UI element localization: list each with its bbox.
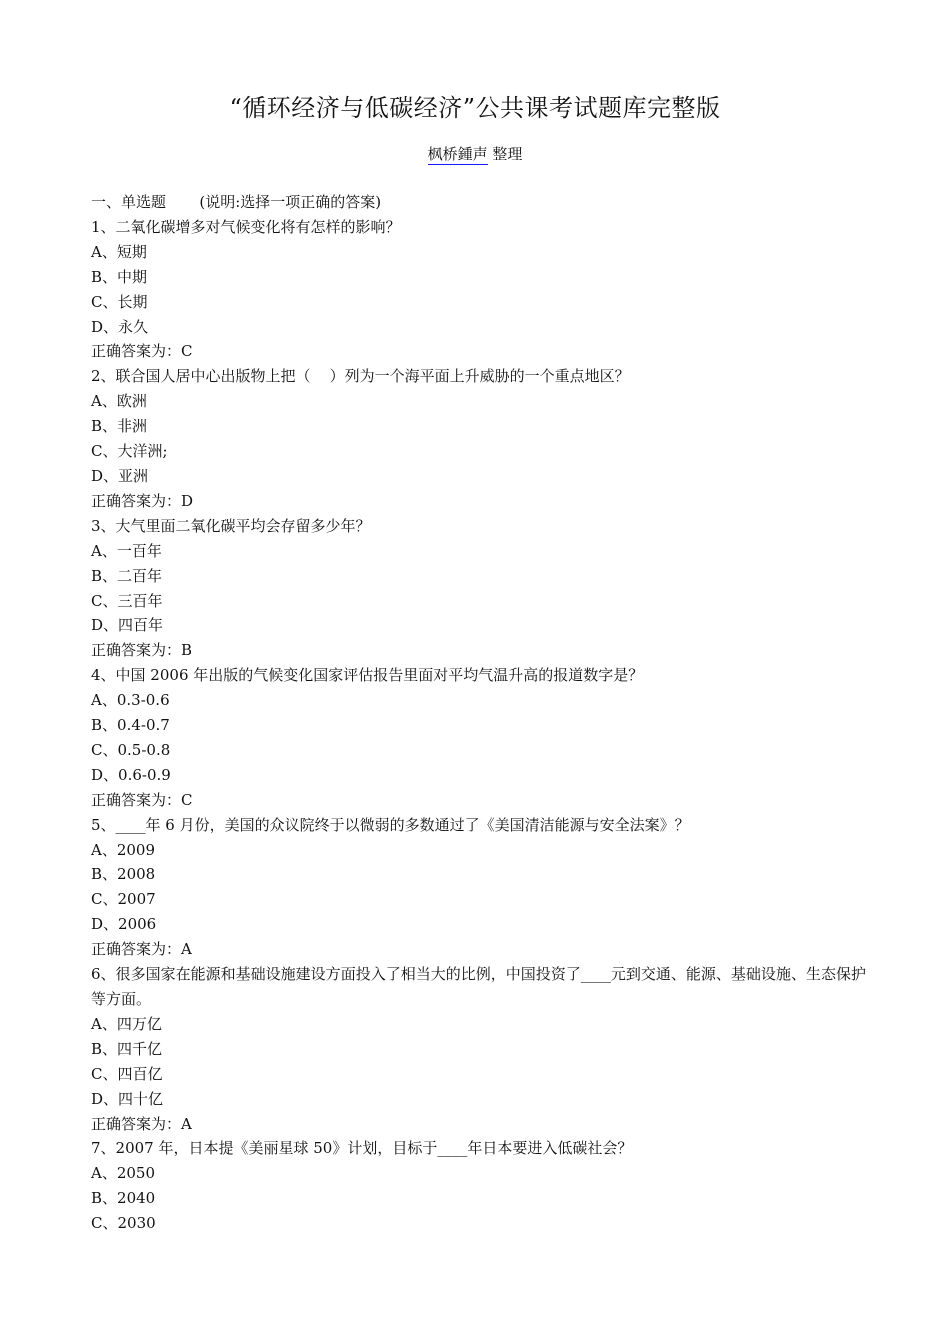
option-c: C、四百亿 bbox=[91, 1064, 163, 1083]
question-text: 5、____年 6 月份，美国的众议院终于以微弱的多数通过了《美国清洁能源与安全法案》？ bbox=[91, 815, 690, 834]
option-b: B、中期 bbox=[91, 267, 148, 286]
section-heading: 一、单选题 (说明:选择一项正确的答案) bbox=[91, 193, 382, 211]
question-text: 1、二氧化碳增多对气候变化将有怎样的影响？ bbox=[91, 217, 401, 236]
option-b: B、2040 bbox=[91, 1189, 156, 1208]
option-d: D、四百年 bbox=[91, 616, 164, 635]
correct-answer: 正确答案为：A bbox=[91, 1114, 192, 1133]
author-line bbox=[0, 143, 950, 165]
document-title: “循环经济与低碳经济”公共课考试题库完整版 bbox=[229, 94, 721, 122]
question-list bbox=[91, 190, 866, 1236]
question-6 bbox=[91, 962, 866, 1136]
option-a: A、欧洲 bbox=[91, 392, 147, 411]
correct-answer: 正确答案为：A bbox=[91, 940, 192, 959]
option-a: A、一百年 bbox=[91, 541, 162, 560]
question-text: 2、联合国人居中心出版物上把（ ）列为一个海平面上升威胁的一个重点地区？ bbox=[91, 367, 630, 386]
question-1 bbox=[91, 215, 866, 364]
option-b: B、2008 bbox=[91, 865, 156, 884]
question-3 bbox=[91, 514, 866, 663]
question-text: 6、很多国家在能源和基础设施建设方面投入了相当大的比例，中国投资了____元到交通、能源、基础设施、生态保护等方面。 bbox=[91, 965, 866, 1008]
option-b: B、非洲 bbox=[91, 417, 148, 436]
correct-answer: 正确答案为：D bbox=[91, 491, 194, 510]
option-d: D、0.6-0.9 bbox=[91, 765, 171, 784]
correct-answer: 正确答案为：B bbox=[91, 641, 193, 660]
option-b: B、二百年 bbox=[91, 566, 163, 585]
option-c: C、2007 bbox=[91, 890, 156, 909]
option-d: D、2006 bbox=[91, 915, 157, 934]
option-d: D、永久 bbox=[91, 317, 149, 336]
author-link[interactable]: 枫桥鍾声 bbox=[427, 145, 488, 163]
question-text: 4、中国 2006 年出版的气候变化国家评估报告里面对平均气温升高的报道数字是？ bbox=[91, 666, 644, 685]
option-c: C、三百年 bbox=[91, 591, 163, 610]
option-a: A、2050 bbox=[91, 1164, 156, 1183]
correct-answer: 正确答案为：C bbox=[91, 342, 193, 361]
question-5 bbox=[91, 813, 866, 962]
correct-answer: 正确答案为：C bbox=[91, 790, 193, 809]
option-a: A、四万亿 bbox=[91, 1014, 162, 1033]
question-4 bbox=[91, 663, 866, 812]
option-c: C、大洋洲; bbox=[91, 442, 168, 461]
question-2 bbox=[91, 364, 866, 513]
option-d: D、亚洲 bbox=[91, 466, 149, 485]
option-c: C、2030 bbox=[91, 1214, 156, 1233]
option-a: A、2009 bbox=[91, 840, 156, 859]
option-a: A、短期 bbox=[91, 242, 147, 261]
option-d: D、四十亿 bbox=[91, 1089, 164, 1108]
option-c: C、长期 bbox=[91, 292, 148, 311]
question-7 bbox=[91, 1136, 866, 1236]
question-text: 7、2007 年，日本提《美丽星球 50》计划，目标于____年日本要进入低碳社会？ bbox=[91, 1139, 633, 1158]
option-b: B、0.4-0.7 bbox=[91, 716, 170, 735]
question-text: 3、大气里面二氧化碳平均会存留多少年？ bbox=[91, 516, 371, 535]
author-suffix: 整理 bbox=[487, 145, 523, 163]
option-c: C、0.5-0.8 bbox=[91, 740, 171, 759]
option-a: A、0.3-0.6 bbox=[91, 691, 170, 710]
option-b: B、四千亿 bbox=[91, 1039, 163, 1058]
